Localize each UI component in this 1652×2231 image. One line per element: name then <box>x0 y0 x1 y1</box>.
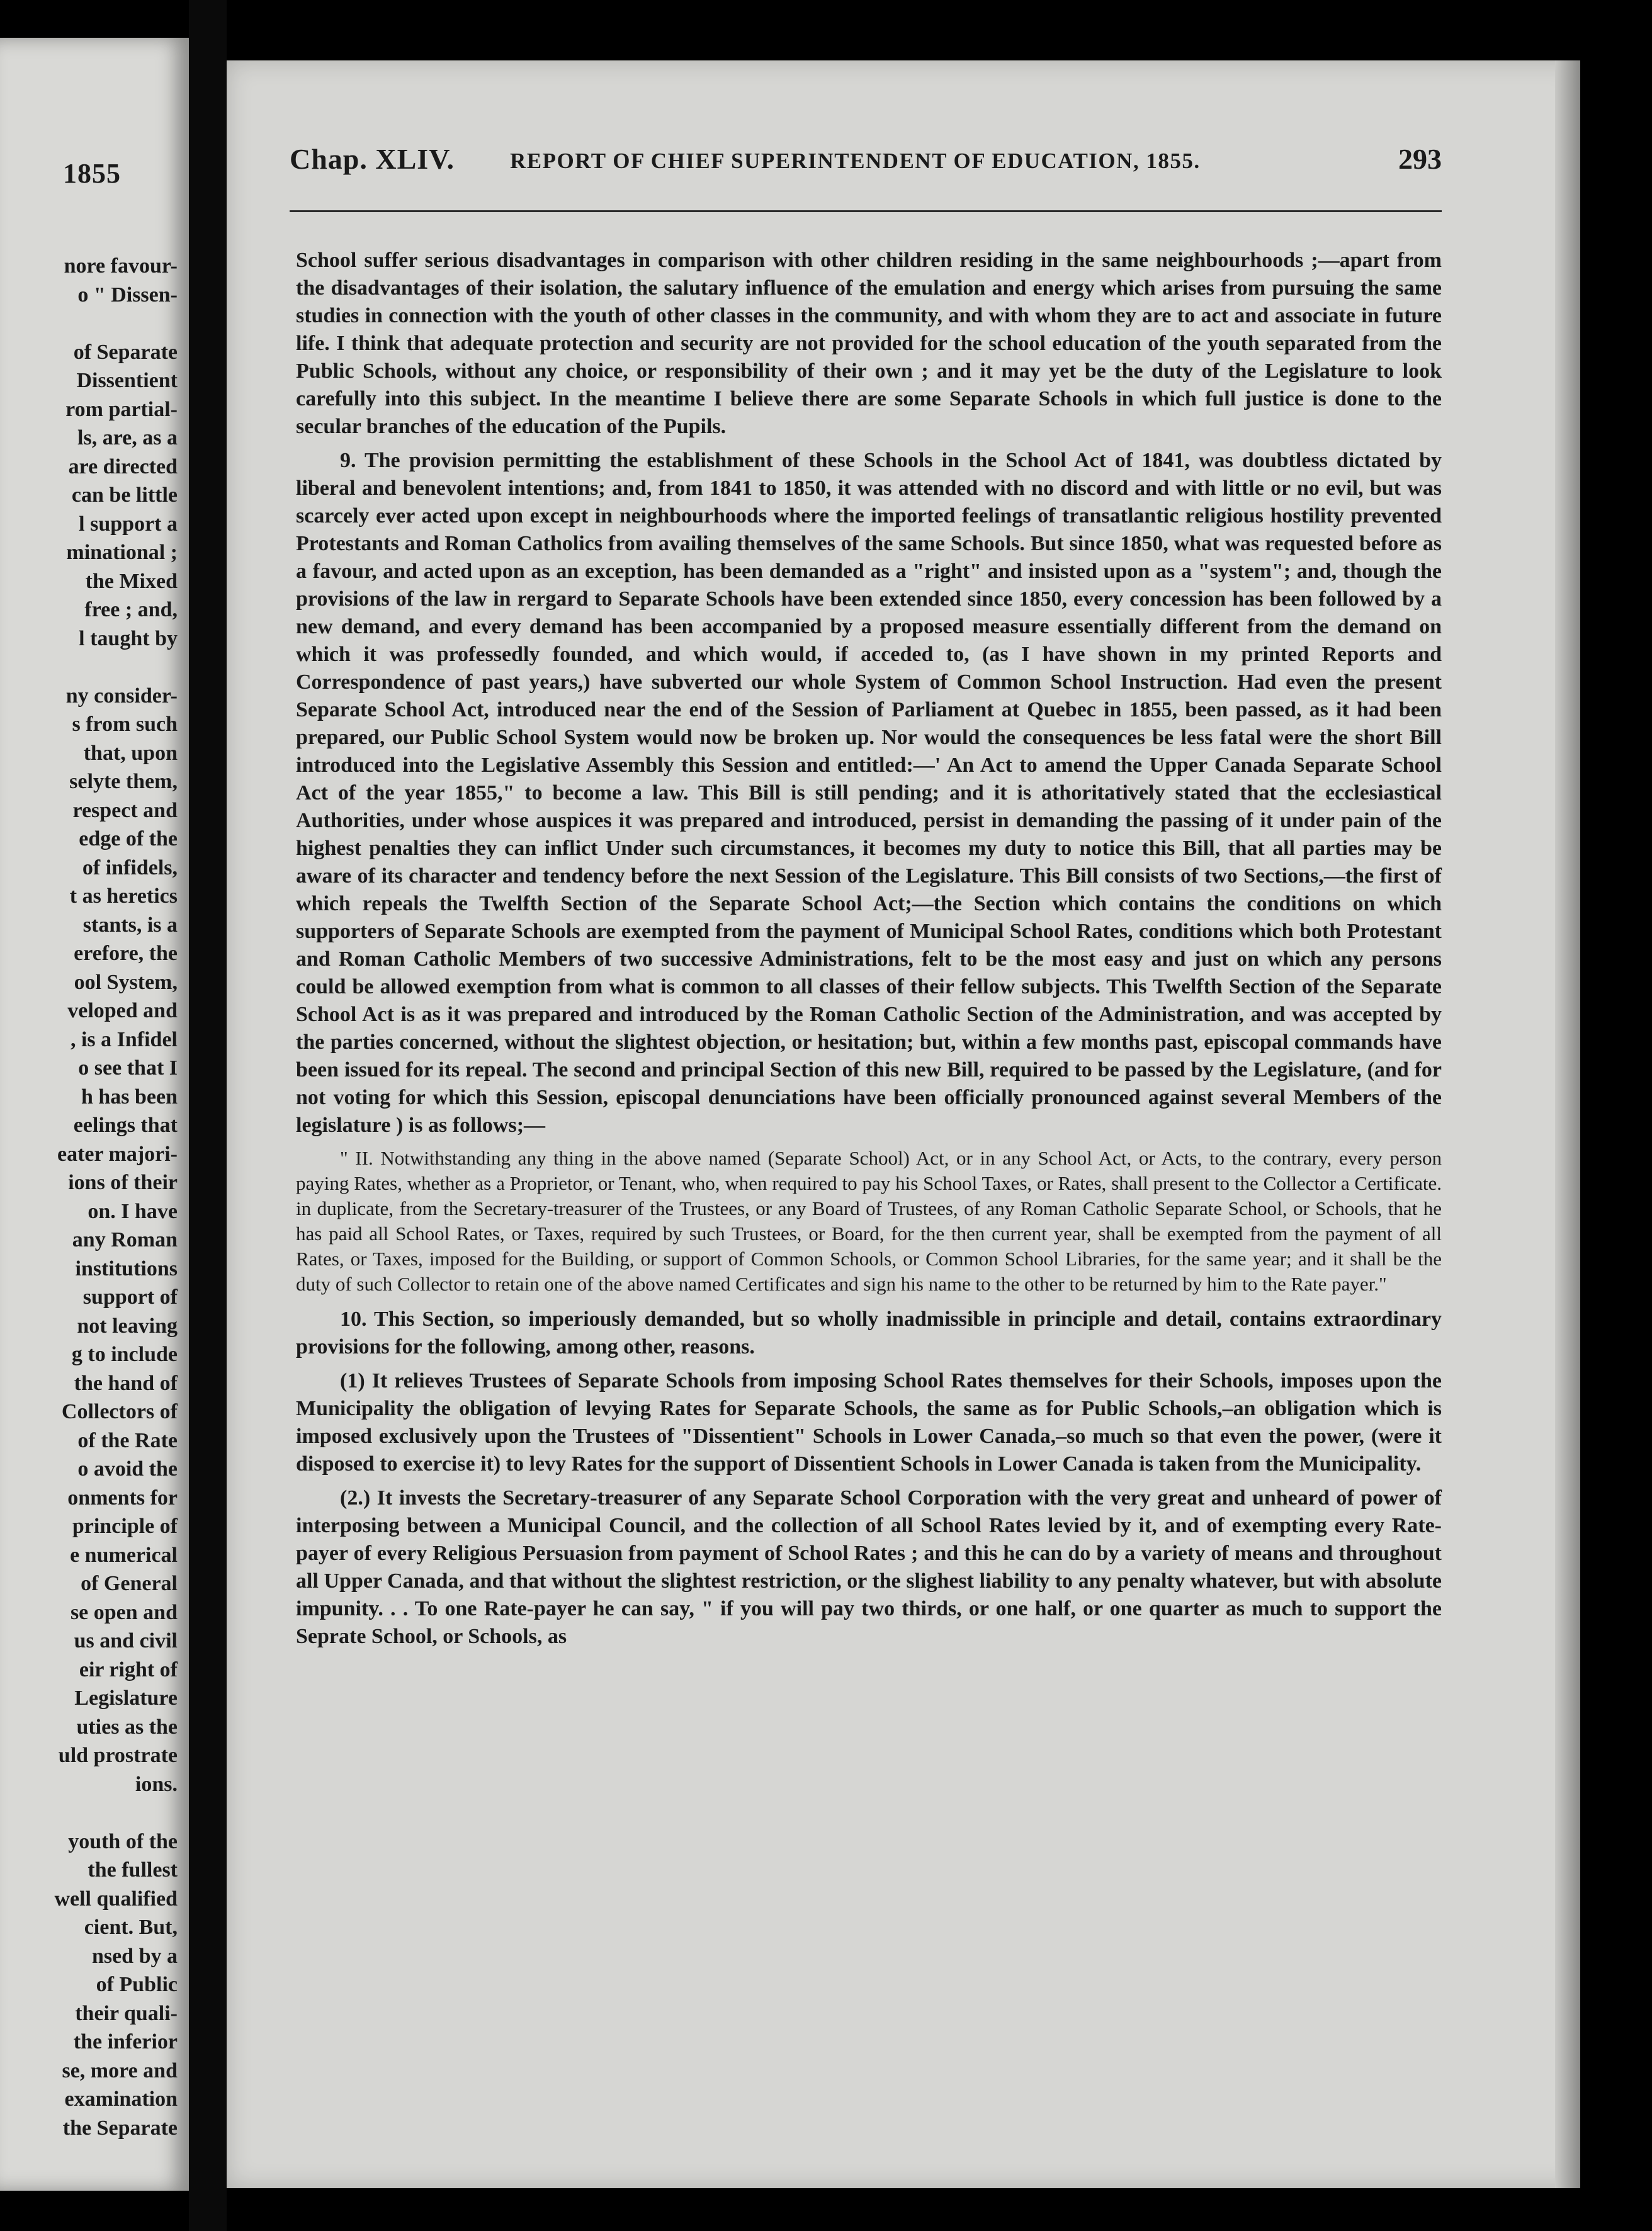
paragraph-10: 10. This Section, so imperiously demanded, but so wholly inadmissible in principle and detail, contains extraordinary provisions for the following, among other, reasons. <box>296 1308 1442 1358</box>
left-page-line: ions. <box>135 1772 178 1796</box>
left-page-line: se open and <box>70 1600 178 1624</box>
left-page-line: the inferior <box>73 2030 178 2053</box>
left-page-line: that, upon <box>83 741 178 765</box>
left-page-line: the hand of <box>74 1371 178 1395</box>
left-page-line: ls, are, as a <box>77 426 178 449</box>
left-page-line: Dissentient <box>76 369 178 392</box>
left-page-line: se, more and <box>62 2059 178 2082</box>
left-page-line: support of <box>82 1285 178 1309</box>
left-page-line <box>54 653 178 682</box>
left-page-line: Collectors of <box>61 1400 178 1423</box>
left-page-line: t as heretics <box>69 884 178 908</box>
left-page-line: youth of the <box>68 1829 178 1853</box>
left-page-line: the Separate <box>62 2116 178 2140</box>
left-page-line: g to include <box>71 1343 178 1366</box>
left-page-line: ool System, <box>74 970 178 994</box>
left-page-line: eir right of <box>79 1658 178 1681</box>
left-page-line: l support a <box>79 512 178 536</box>
left-page-line: cient. But, <box>84 1916 178 1939</box>
left-page-line: eater majori- <box>57 1142 178 1166</box>
left-page-line: are directed <box>68 455 178 478</box>
main-page <box>227 60 1580 2188</box>
left-page-line: minational ; <box>66 541 178 564</box>
reason-1: (1) It relieves Trustees of Separate Schools from imposing School Rates themselves for their Schools, imposes upon the Municipality the obligation of levying Rates for Separate Schools, the same as for Public Schools,–an obligation which is imposed exclusively upon the Trustees of "Dissentient" Schools in Lower Canada,–so much so that even the power, (were it disposed to exercise it) to levy Rates for the support of Dissentient Schools in Lower Canada is taken from the Municipality. <box>296 1369 1442 1476</box>
left-page-line: nsed by a <box>91 1944 178 1968</box>
left-page-line: not leaving <box>77 1314 178 1338</box>
left-page-line: nore favour- <box>64 254 178 278</box>
left-page-text-column <box>54 252 178 2142</box>
left-page-header: 1855 <box>63 158 121 189</box>
quoted-bill-section: " II. Notwithstanding any thing in the above named (Separate School) Act, or in any School Act, or Acts, to the contrary, every person paying Rates, whether as a Proprietor, or Tenant, who, when required to pay his School Taxes, or Rates, shall present to the Collector a Certificate. in duplicate, from the Secretary-treasurer of the Trustees, or any Board of Trustees, of any Roman Catholic Separate School, or Schools, that he has paid all School Rates, or Taxes, required by such Trustees, or Board, for the then current year, shall be exempted from the payment of all Rates, or Taxes, imposed for the Building, or support of Common Schools, or Common School Libraries, for the same year; and it shall be the duty of such Collector to retain one of the above named Certificates and sign his name to the other to be returned by him to the Rate payer." <box>296 1147 1442 1295</box>
left-page-line: l taught by <box>79 626 178 650</box>
left-page-line: e numerical <box>70 1543 178 1567</box>
left-page-line: of General <box>81 1572 178 1595</box>
left-page-fragment <box>0 38 189 2191</box>
left-page-line: on. I have <box>88 1199 178 1223</box>
left-page-line: , is a Infidel <box>70 1027 178 1051</box>
left-page-line: o " Dissen- <box>77 283 178 307</box>
reason-2: (2.) It invests the Secretary-treasurer of any Separate School Corporation with the very great and unheard of power of interposing between a Municipal Council, and the collection of all School Rates levied by it, and of exempting every Rate-payer of every Religious Persuasion from payment of School Rates ; and this he can do by a variety of means and throughout all Upper Canada, and that without the slightest restriction, or the slighest liability to any penalty whatever, but with absolute impunity. . . To one Rate-payer he can say, " if you will pay two thirds, or one half, or one quarter as much to support the Seprate School, or Schools, as <box>296 1486 1442 1648</box>
body-text <box>296 247 1442 1657</box>
left-page-line: Legislature <box>74 1686 178 1710</box>
left-page-line: any Roman <box>72 1228 178 1251</box>
left-page-line: o see that I <box>78 1056 178 1080</box>
left-page-line: onments for <box>67 1486 178 1510</box>
left-page-line: us and civil <box>74 1629 178 1652</box>
left-page-line: institutions <box>75 1257 178 1280</box>
header-rule <box>290 210 1442 212</box>
page-number: 293 <box>1398 143 1442 175</box>
left-page-line <box>54 309 178 338</box>
left-page-line: uld prostrate <box>58 1744 178 1767</box>
left-page-line: principle of <box>72 1515 178 1538</box>
paragraph: School suffer serious disadvantages in comparison with other children residing in the same neighbourhoods ;—apart from the disadvantages of their isolation, the salutary influence of the emulation and energy which arises from pursuing the same studies in connection with the youth of other classes in the community, and with whom they are to act and associate in future life. I think that adequate protection and security are not provided for the school education of the youth separated from the Public Schools, without any choice, or responsibility of their own ; and it may yet be the duty of the Legislature to look carefully into this subject. In the meantime I believe there are some Separate Schools in which full justice is done to the secular branches of the education of the Pupils. <box>296 249 1442 438</box>
page-edge-shadow <box>1555 60 1580 2188</box>
left-page-line: h has been <box>81 1085 178 1109</box>
left-page-line: eelings that <box>73 1114 178 1137</box>
left-page-line: free ; and, <box>84 598 178 621</box>
left-page-line: the fullest <box>88 1858 178 1882</box>
left-page-line: respect and <box>72 798 178 822</box>
left-page-line: erefore, the <box>74 942 178 965</box>
report-title: REPORT OF CHIEF SUPERINTENDENT OF EDUCATION, 1855. <box>510 149 1201 173</box>
left-page-line: well qualified <box>54 1887 178 1911</box>
running-head <box>290 142 1442 193</box>
left-page-line: the Mixed <box>85 569 178 593</box>
left-page-line: s from such <box>72 713 178 736</box>
left-page-line: of the Rate <box>77 1428 178 1452</box>
left-page-line: ny consider- <box>65 684 178 708</box>
left-page-line: edge of the <box>79 827 178 850</box>
left-page-line: stants, is a <box>82 913 178 937</box>
left-page-line: uties as the <box>76 1715 178 1739</box>
chapter-label: Chap. XLIV. <box>290 143 455 175</box>
left-page-line: rom partial- <box>65 397 178 421</box>
left-page-line: examination <box>64 2087 178 2111</box>
left-page-line: can be little <box>71 483 178 507</box>
paragraph-9: 9. The provision permitting the establishment of these Schools in the School Act of 1841, was doubtless dictated by liberal and benevolent intentions; and, from 1841 to 1850, it was attended with no discord and with little or no evil, but was scarcely ever acted upon except in neighbourhoods where the imported feelings of transatlantic religious hostility prevented Protestants and Roman Catholics from availing themselves of the same Schools. But since 1850, what was requested before as a favour, and acted upon as an exception, has been demanded as a "right" and insisted upon as a "system"; and, though the provisions of the law in rergard to Separate Schools have been extended since 1850, every concession has been followed by a new demand, and every demand has been accompanied by a proposed measure essentially different from the demand on which it was professedly founded, and which would, if acceded to, (as I have shown in my printed Reports and Correspondence of past years,) have subverted our whole System of Common School Instruction. Had even the present Separate School Act, introduced near the end of the Session of Parliament at Quebec in 1855, been passed, as it had been prepared, our Public School System would now be broken up. Nor would the consequences be less fatal were the short Bill introduced into the Legislative Assembly this Session and entitled:—' An Act to amend the Upper Canada Separate School Act of the year 1855," to become a law. This Bill is still pending; and it is athoritatively stated that the ecclesiastical Authorities, under whose auspices it was prepared and introduced, persist in demanding the passing of it under pain of the highest penalties they can inflict Under such circumstances, it becomes my duty to notice this Bill, that all parties may be aware of its character and tendency before the next Session of the Legislature. This Bill consists of two Sections,—the first of which repeals the Twelfth Section of the Separate School Act;—the Section which contains the conditions on which supporters of Separate Schools are exempted from the payment of Municipal School Rates, conditions which both Protestant and Roman Catholic Members of two successive Administrations, felt to be the most easy and just on which any persons could be allowed exemption from what is common to all classes of their fellow subjects. This Twelfth Section of the Separate School Act is as it was prepared and introduced by the Roman Catholic Section of the Administration, and was accepted by the parties concerned, without the slightest objection, or hesitation; but, within a few months past, episcopal commands have been issued for its repeal. The second and principal Section of this new Bill, required to be passed by the Legislature, (and for not voting for which this Session, episcopal denunciations have been officially pronounced against several Members of the legislature ) is as follows;— <box>296 449 1442 1137</box>
left-page-line: of Public <box>96 1973 178 1996</box>
left-page-line <box>54 1799 178 1827</box>
left-page-line: their quali- <box>75 2001 178 2025</box>
book-gutter <box>189 0 227 2231</box>
left-page-line: o avoid the <box>77 1457 178 1481</box>
left-page-line: ions of their <box>68 1171 178 1194</box>
left-page-line: of infidels, <box>82 856 178 879</box>
left-page-line: veloped and <box>67 999 178 1022</box>
left-page-line: selyte them, <box>69 770 178 793</box>
left-page-line: of Separate <box>73 340 178 364</box>
